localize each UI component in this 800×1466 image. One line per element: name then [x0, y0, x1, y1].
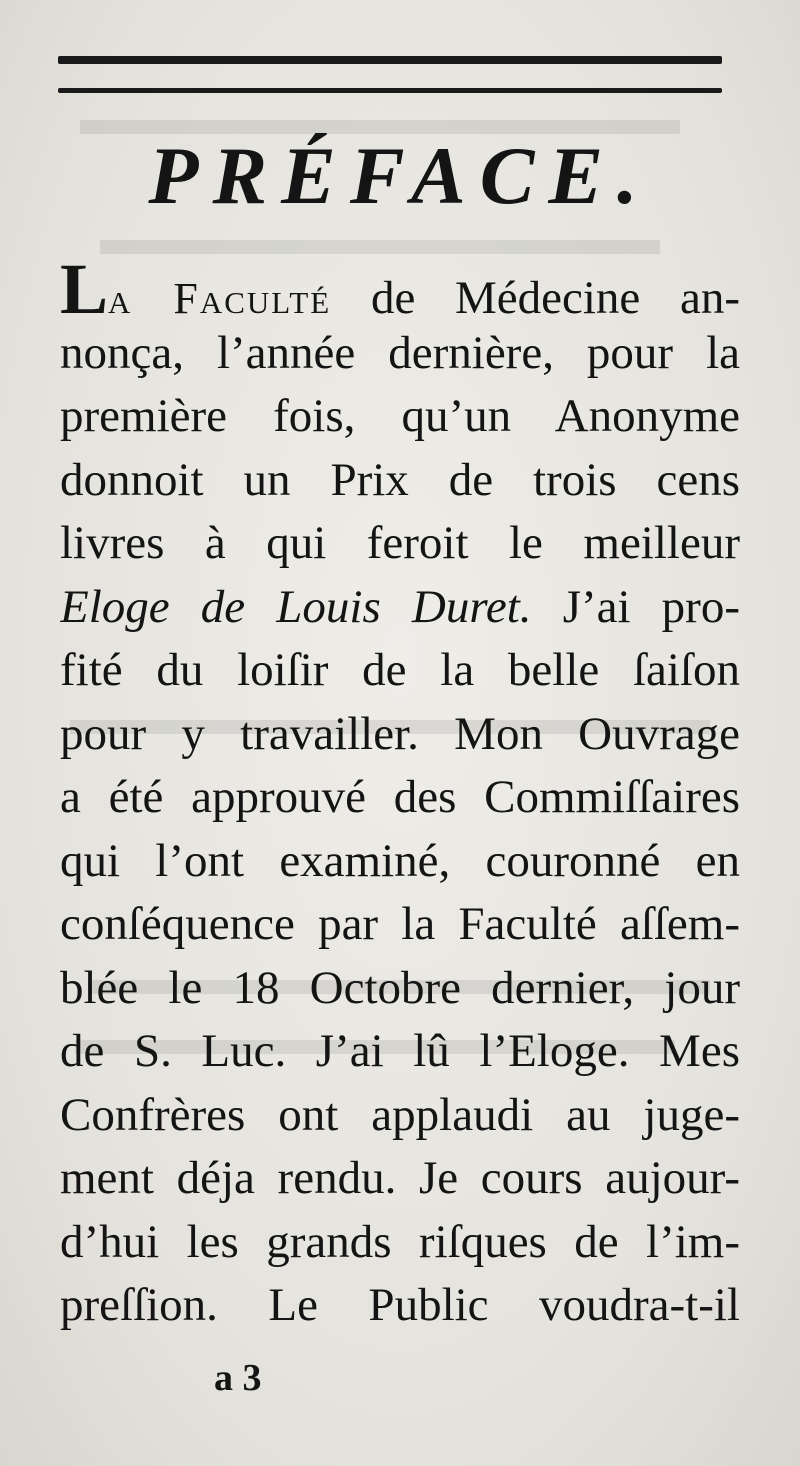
text-line: de S. Luc. J’ai lû l’Eloge. Mes: [60, 1025, 740, 1077]
line-text: de Médecine an-: [370, 272, 740, 322]
small-caps-word: a Faculté: [108, 274, 332, 322]
text-line: première fois, qu’un Anonyme: [60, 390, 740, 442]
text-line: donnoit un Prix de trois cens: [60, 453, 740, 506]
top-rule-thick: [58, 56, 722, 64]
page-title: PRÉFACE.: [148, 130, 652, 221]
text-line: [60, 576, 740, 640]
line-text: J’ai pro-: [562, 580, 740, 633]
bleed-line: [100, 240, 660, 254]
text-line: conſéquence par la Faculté aſſem-: [60, 898, 740, 950]
text-line: qui l’ont examiné, couronné en: [60, 834, 740, 887]
drop-cap: L: [60, 258, 109, 322]
text-line: preſſion. Le Public voudra-t-il: [60, 1279, 740, 1331]
text-line: Confrères ont applaudi au juge-: [60, 1088, 740, 1141]
preface-text: [60, 258, 740, 1338]
text-line: [60, 258, 740, 322]
signature-mark: a 3: [214, 1357, 262, 1399]
text-line: nonça, l’année dernière, pour la: [60, 326, 740, 379]
text-line: pour y travailler. Mon Ouvrage: [60, 707, 740, 760]
italic-title: Eloge de Louis Duret.: [60, 580, 532, 633]
text-line: a été approuvé des Commiſſaires: [60, 771, 740, 823]
text-line: blée le 18 Octobre dernier, jour: [60, 961, 740, 1014]
text-line: ment déja rendu. Je cours aujour-: [60, 1152, 740, 1204]
top-rule-thin: [58, 88, 722, 93]
text-line: fité du loiſir de la belle ſaiſon: [60, 644, 740, 696]
text-line: livres à qui feroit le meilleur: [60, 517, 740, 569]
text-line: d’hui les grands riſques de l’im-: [60, 1215, 740, 1268]
